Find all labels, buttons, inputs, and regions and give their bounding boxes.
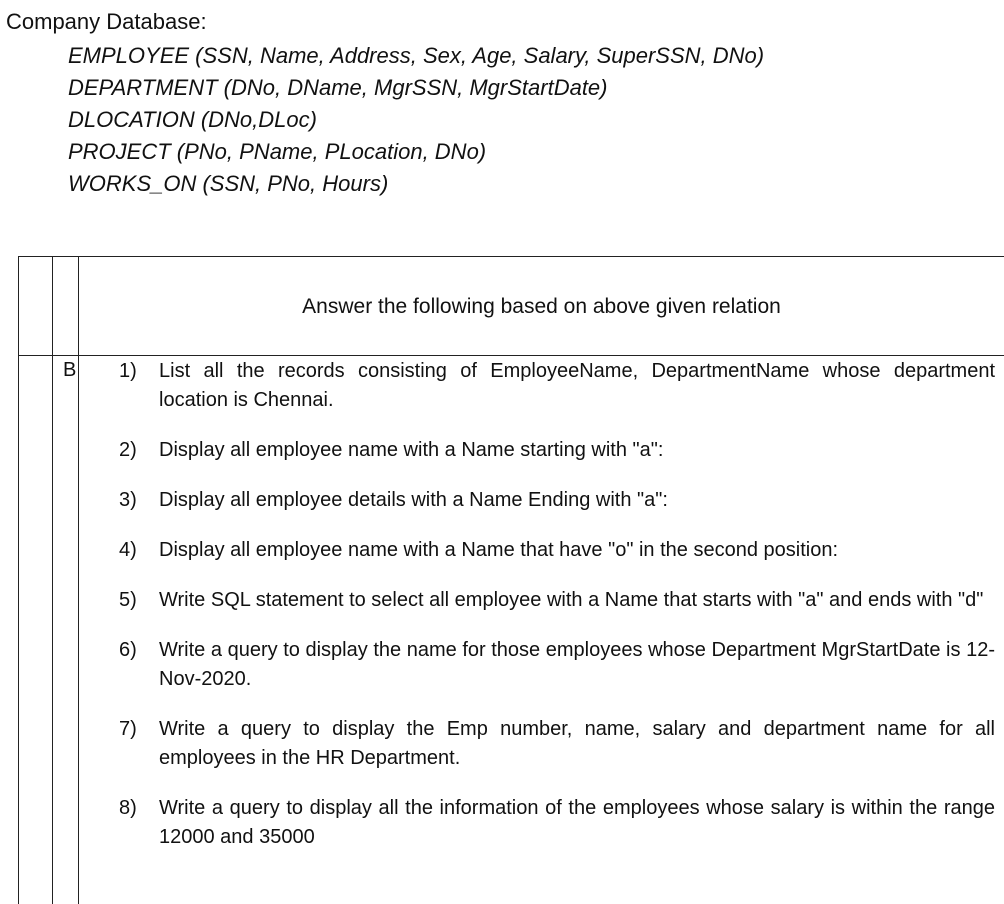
table-header: Answer the following based on above given relation (302, 295, 781, 318)
question-number: 8) (119, 797, 137, 819)
schema-works-on: WORKS_ON (SSN, PNo, Hours) (68, 171, 389, 196)
question-text: Display all employee name with a Name starting with "a": (159, 439, 664, 461)
question-number: 2) (119, 439, 137, 461)
question-item (119, 536, 995, 565)
question-number: 1) (119, 360, 137, 382)
question-item (119, 357, 995, 415)
schema-department: DEPARTMENT (DNo, DName, MgrSSN, MgrStartDate) (68, 75, 608, 100)
question-item (119, 794, 995, 852)
question-item (119, 486, 995, 515)
schema-project: PROJECT (PNo, PName, PLocation, DNo) (68, 139, 487, 164)
question-text: Write a query to display the Emp number, name, salary and department name for all employees in the HR Department. (159, 718, 995, 769)
question-text: Write a query to display the name for those employees whose Department MgrStartDate is 12-Nov-2020. (159, 639, 995, 690)
schema-list (68, 40, 764, 200)
question-number: 3) (119, 489, 137, 511)
question-text: Write SQL statement to select all employee with a Name that starts with "a" and ends with "d" (159, 589, 984, 611)
questions-table (18, 256, 1004, 904)
question-text: Write a query to display all the information of the employees whose salary is within the range 12000 and 35000 (159, 797, 995, 848)
table-row-divider (19, 355, 1004, 356)
question-text: Display all employee name with a Name that have "o" in the second position: (159, 539, 839, 561)
question-item (119, 436, 995, 465)
question-number: 6) (119, 639, 137, 661)
question-text: List all the records consisting of EmployeeName, DepartmentName whose department location is Chennai. (159, 360, 995, 411)
question-number: 7) (119, 718, 137, 740)
document-title: Company Database: (6, 9, 207, 34)
question-item (119, 636, 995, 694)
question-item (119, 715, 995, 773)
question-list (119, 357, 995, 873)
question-text: Display all employee details with a Name Ending with "a": (159, 489, 668, 511)
section-label: B (63, 359, 77, 381)
question-item (119, 586, 995, 615)
question-number: 5) (119, 589, 137, 611)
question-number: 4) (119, 539, 137, 561)
schema-employee: EMPLOYEE (SSN, Name, Address, Sex, Age, Salary, SuperSSN, DNo) (68, 43, 765, 68)
schema-dlocation: DLOCATION (DNo,DLoc) (68, 107, 317, 132)
